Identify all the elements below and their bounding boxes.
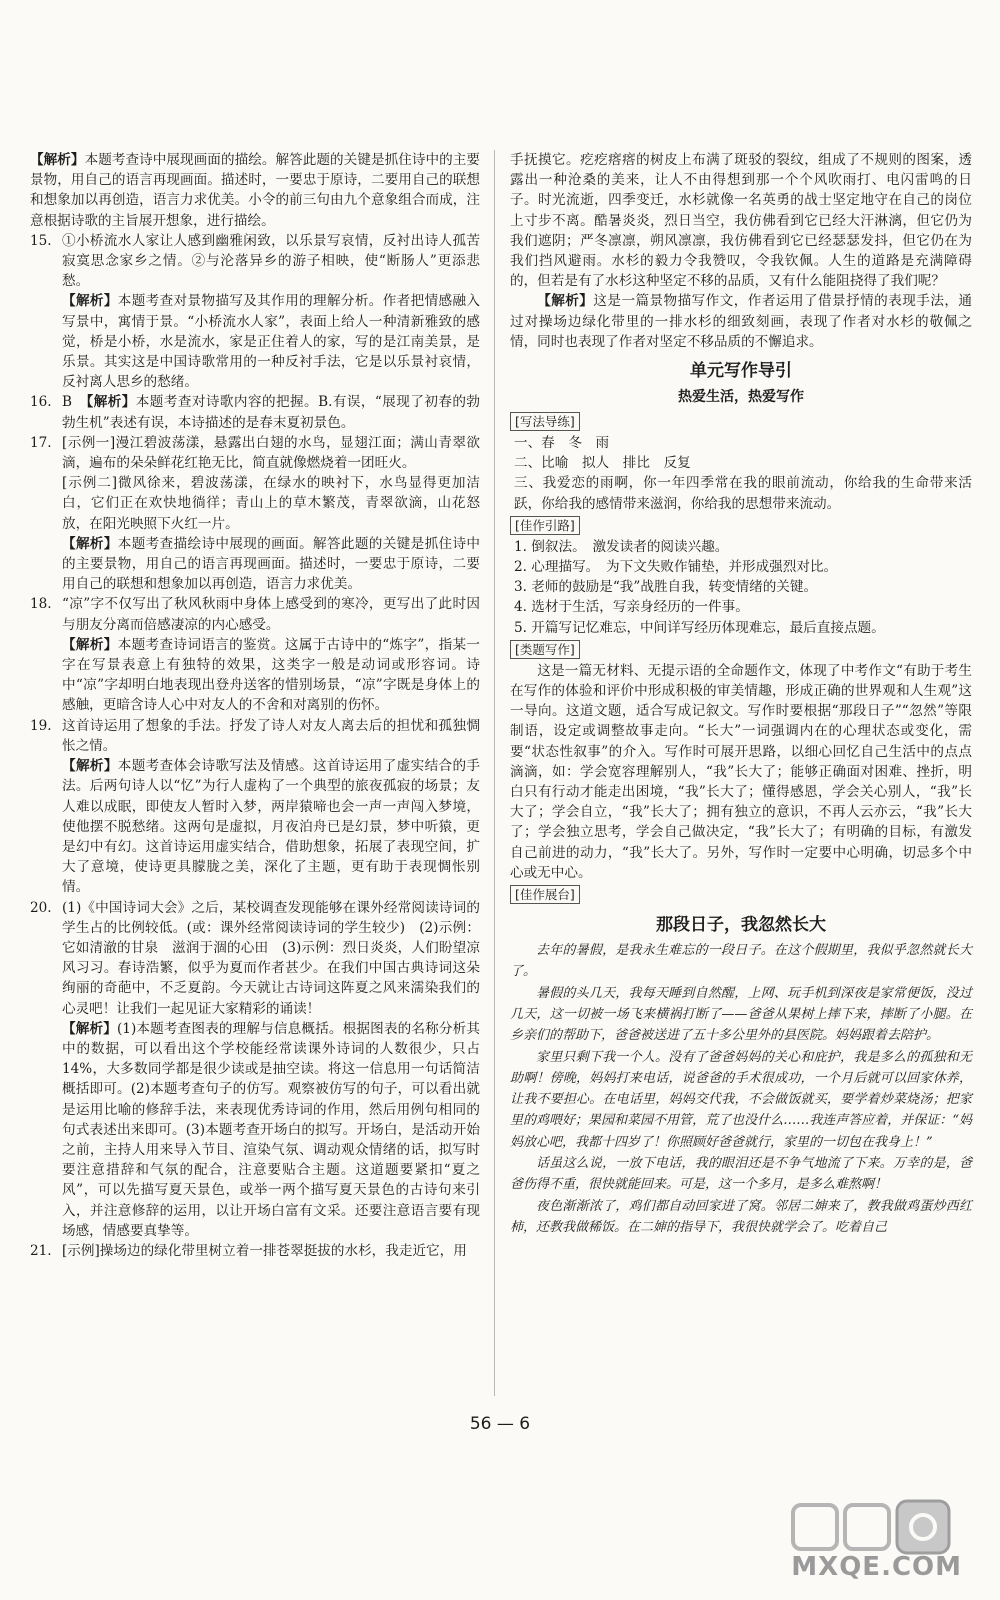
essay-body: [510, 940, 972, 1238]
right-column: [510, 150, 972, 1238]
answer-20: 20. (1)《中国诗词大会》之后，某校调查发现能够在课外经常阅读诗词的学生占的比例较低。(或：课外经常阅读诗词的学生较少) (2)示例：它如清澈的甘泉 滋润于涸的心田 (3)示例：烈日炎炎，人们盼望凉风习习。春诗浩繁，似乎为夏而作者甚少。在我们中国古典诗词这朵绚丽的奇葩中，不乏夏韵。今天就让古诗词这阵夏之风来濡染我们的心灵吧！让我们一起见证大家精彩的诵读！ 【解析】(1)本题考查图表的理解与信息概括。根据图表的名称分析其中的数据，可以看出这个学校能经常读课外诗词的人数很少，只占14%，大多数同学都是很少读或是抽空读。将这一信息用一句话简洁概括即可。(2)本题考查句子的仿写。观察被仿写的句子，可以看出就是运用比喻的修辞手法，来表现优秀诗词的作用，然后用例句相同的句式表述出来即可。(3)本题考查开场白的拟写。开场白，是活动开始之前，主持人用来导入节目、渲染气氛、调动观众情绪的话，拟写时要注意措辞和气氛的配合，注意要贴合主题。这道题要紧扣“夏之风”，可以先描写夏天景色，或举一两个描写夏天景色的古诗句来引入，并注意修辞的运用，以让开场白富有文采。还要注意语言要有现场感，情感要真挚等。: [30, 899, 480, 1239]
left-column: [30, 150, 480, 1261]
guide-item: 1. 倒叙法。 激发读者的阅读兴趣。: [514, 538, 729, 555]
answer-15: 15. ①小桥流水人家让人感到幽雅闲致，以乐景写哀情，反衬出诗人孤苦寂寞思念家乡之情。②与沦落异乡的游子相映，使“断肠人”更添悲愁。 【解析】本题考查对景物描写及其作用的理解分析。作者把情感融入写景中，寓情于景。“小桥流水人家”，表面上给人一种清新雅致的感觉，桥是小桥，水是流水，家是正住着人的家，写的是江南美景，是乐景。其实这是中国诗歌常用的一种反衬手法，它是以乐景衬哀情，反衬离人思乡的愁绪。: [30, 232, 480, 391]
guide-item: 4. 选材于生活，写亲身经历的一件事。: [514, 599, 749, 616]
answer-21-continued: 手抚摸它。疙疙瘩瘩的树皮上布满了斑驳的裂纹，组成了不规则的图案，透露出一种沧桑的美来，让人不由得想到那一个个风吹雨打、电闪雷鸣的日子。时光流逝，四季变迁，水杉就像一名英勇的战士坚定地守在自己的岗位上寸步不离。酷暑炎炎，烈日当空，我仿佛看到它已经大汗淋漓，但它仍为我们遮阴；严冬凛凛，朔风凛凛，我仿佛看到它已经瑟瑟发抖，但它仍在为我们挡风避雨。水杉的毅力令我赞叹，令我钦佩。人生的道路是充满障碍的，但若是有了水杉这种坚定不移的品质，又有什么能阻挠得了我们呢？: [510, 152, 972, 290]
essay-paragraph: 夜色渐渐浓了，鸡们都自动回家进了窝。邻居二婶来了，教我做鸡蛋炒西红柿，还教我做稀饭。在二婶的指导下，我很快就学会了。吃着自己: [510, 1198, 972, 1235]
watermark-text: MXQE.COM: [791, 1552, 962, 1582]
intro-analysis: 【解析】本题考查诗中展现画面的描绘。解答此题的关键是抓住诗中的主要景物，用自己的语言再现画面。描述时，一要忠于原诗，二要用自己的联想和想象加以再创造，语言力求优美。小令的前三句由九个意象组合而成，注意根据诗歌的主旨展开想象，进行描绘。: [30, 152, 481, 229]
box-label-guide: [佳作引路]: [510, 516, 580, 535]
answer-21: 21. [示例]操场边的绿化带里树立着一排苍翠挺拔的水杉，我走近它，用: [30, 1242, 467, 1259]
box-label-method: [写法导练]: [510, 412, 580, 431]
essay-paragraph: 暑假的头几天，我每天睡到自然醒，上网、玩手机到深夜是家常便饭，没过几天，这一切被一场飞来横祸打断了——爸爸从果树上摔下来，摔断了小腿。在乡亲们的帮助下，爸爸被送进了五十多公里外的县医院。妈妈跟着去陪护。: [510, 985, 972, 1044]
page-number: 56 — 6: [469, 1414, 531, 1434]
guide-item: 3. 老师的鼓励是“我”战胜自我，转变情绪的关键。: [514, 579, 818, 596]
box-label-show: [佳作展台]: [510, 885, 580, 904]
column-divider: [494, 150, 495, 1396]
essay-title: 那段日子，我忽然长大: [656, 915, 826, 936]
answer-17: 17. [示例一]漫江碧波荡漾，悬露出白翅的水鸟，显翅江面；满山青翠欲滴，遍布的朵朵鲜花红艳无比，简直就像燃烧着一团旺火。 [示例二]微风徐来，碧波荡漾，在绿水的映衬下，水鸟显得更加洁白，它们正在欢快地徜徉；青山上的草木繁茂，青翠欲滴，山花怒放，在阳光映照下火红一片。 【解析】本题考查描绘诗中展现的画面。解答此题的关键是抓住诗中的主要景物，用自己的语言再现画面。描述时，一要忠于原诗，二要用自己的联想和想象加以再创造，语言力求优美。: [30, 434, 480, 593]
method-item: 一、春 冬 雨: [514, 435, 610, 452]
method-item: 二、比喻 拟人 排比 反复: [514, 455, 691, 472]
essay-paragraph: 家里只剩下我一个人。没有了爸爸妈妈的关心和庇护，我是多么的孤独和无助啊！傍晚，妈妈打来电话，说爸爸的手术很成功，一个月后就可以回家休养，让我不要担心。在电话里，妈妈交代我，不会做饭就买，要学着炒菜烧汤；把家里的鸡喂好；果园和菜园不用管，荒了也没什么……我连声答应着，并保证：“妈妈放心吧，我都十四岁了！你照顾好爸爸就行，家里的一切包在我身上！”: [510, 1049, 972, 1150]
watermark-logo-icon: [787, 1495, 982, 1590]
type-writing-text: 这是一篇无材料、无提示语的全命题作文，体现了中考作文“有助于考生在写作的体验和评价中形成积极的审美情趣，形成正确的世界观和人生观”这一导向。这道文题，适合写成记叙文。写作时要根据“那段日子”“忽然”等限制语，设定或调整故事走向。“长大”一词强调内在的心理状态或变化，需要“状态性叙事”的介入。写作时可展开思路，以细心回忆自己生活中的点点滴滴，如：学会宽容理解别人，“我”长大了；能够正确面对困难、挫折，明白只有行动才能走出困境，“我”长大了；懂得感恩，学会关心别人，“我”长大了；学会自立，“我”长大了；拥有独立的意识，不再人云亦云，“我”长大了；学会独立思考，学会自己做决定，“我”长大了；有明确的目标，有激发自己前进的动力，“我”长大了。另外，写作时一定要中心明确，切忌多个中心或无中心。: [510, 662, 972, 881]
answer-16: 16. B 【解析】本题考查对诗歌内容的把握。B.有误，“展现了初春的勃勃生机”表述有误，本诗描述的是春末夏初景色。: [30, 394, 481, 431]
section-subtitle: 热爱生活，热爱写作: [678, 389, 804, 406]
section-title: 单元写作导引: [690, 361, 792, 382]
essay-paragraph: 去年的暑假，是我永生难忘的一段日子。在这个假期里，我似乎忽然就长大了。: [510, 943, 972, 980]
guide-item: 2. 心理描写。 为下文失败作铺垫，并形成强烈对比。: [514, 559, 838, 576]
box-label-type: [类题写作]: [510, 640, 580, 659]
answer-18: 18. “凉”字不仅写出了秋风秋雨中身体上感受到的寒冷，更写出了此时因与朋友分离而倍感凄凉的内心感受。 【解析】本题考查诗词语言的鉴赏。这属于古诗中的“炼字”，指某一字在写景表意上有独特的效果，这类字一般是动词或形容词。诗中“凉”字却明白地表现出登舟送客的惜别场景，“凉”字既是身体上的感触，更暗含诗人心中对友人的不舍和对离别的伤怀。: [30, 596, 481, 714]
method-item: 三、我爱恋的雨啊，你一年四季常在我的眼前流动，你给我的生命带来活跃，你给我的感情带来滋润，你给我的思想带来流动。: [514, 475, 972, 512]
essay-paragraph: 话虽这么说，一放下电话，我的眼泪还是不争气地流了下来。万幸的是，爸爸伤得不重，很快就能回来。可是，这一个多月，是多么难熬啊！: [510, 1156, 972, 1193]
answer-21-analysis: 【解析】这是一篇景物描写作文，作者运用了借景抒情的表现手法，通过对操场边绿化带里的一排水杉的细致刻画，表现了作者对水杉的敬佩之情，同时也表现了作者对坚定不移品质的不懈追求。: [510, 293, 973, 350]
answer-19: 19. 这首诗运用了想象的手法。抒发了诗人对友人离去后的担忧和孤独惆怅之情。 【解析】本题考查体会诗歌写法及情感。这首诗运用了虚实结合的手法。后两句诗人以“忆”为行人虚构了一个典型的旅夜孤寂的场景；友人难以成眠，即使友人暂时入梦，两岸猿啼也会一声一声闯入梦境，使他摆不脱愁绪。这两句是虚拟，月夜泊舟已是幻景，梦中听猿，更是幻中有幻。这首诗运用虚实结合，借助想象，拓展了表现空间，扩大了意境，使诗更具朦胧之美，深化了主题，更有助于表现惆怅别情。: [30, 717, 480, 896]
guide-item: 5. 开篇写记忆难忘，中间详写经历体现难忘，最后直接点题。: [514, 619, 885, 636]
